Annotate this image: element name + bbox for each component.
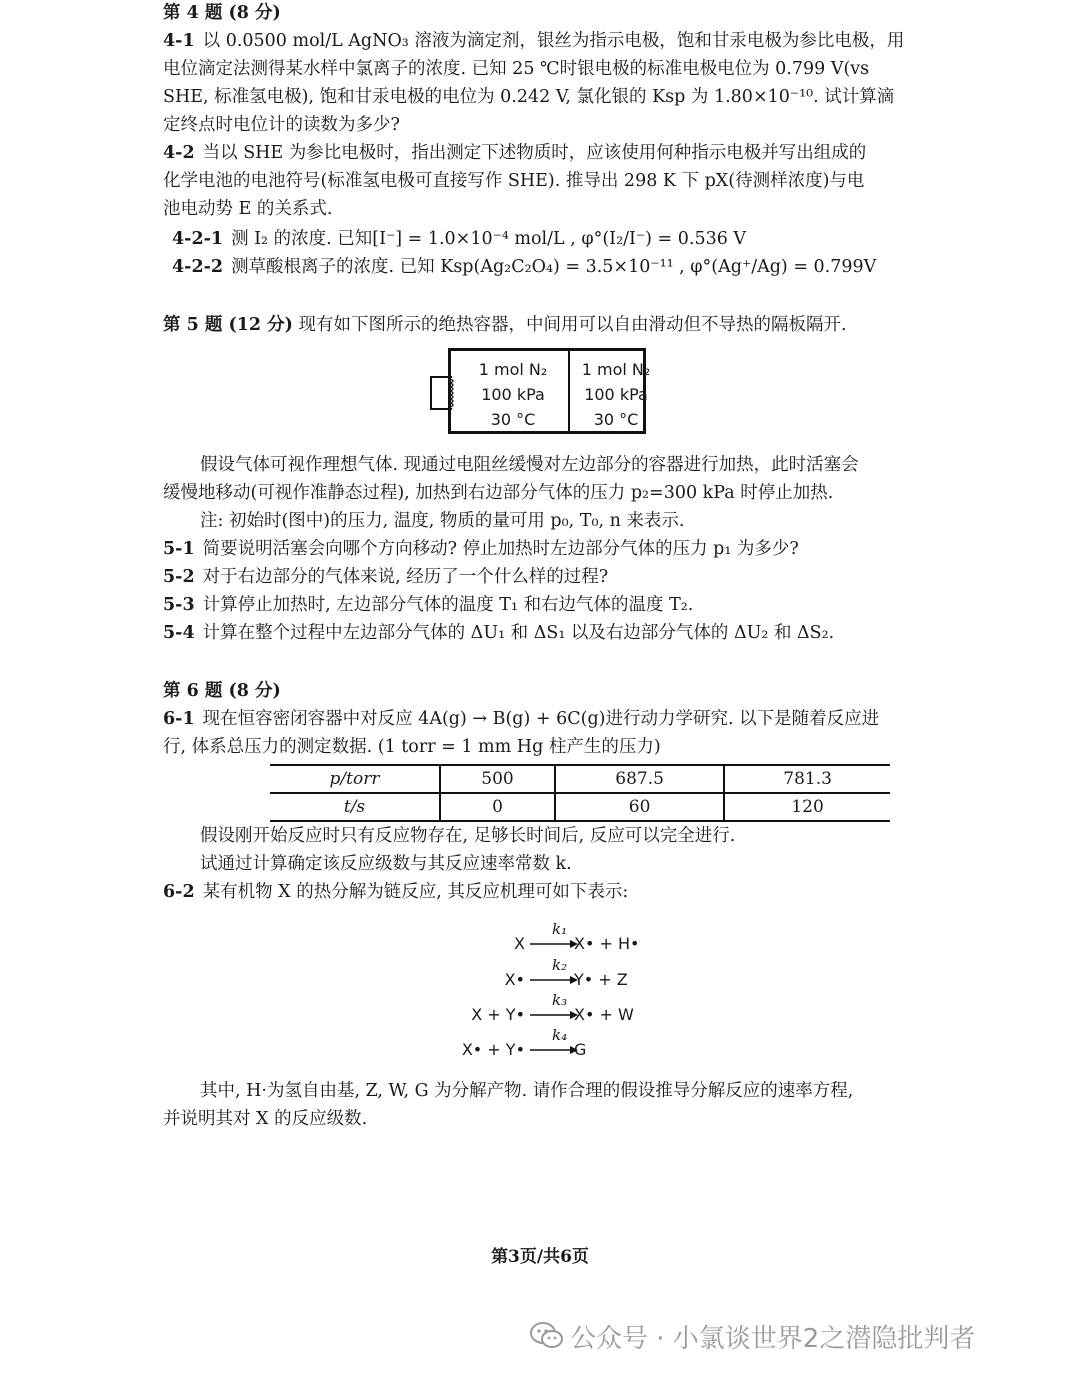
q4-2-line3: 池电动势 E 的关系式. bbox=[163, 199, 333, 219]
q4-2-label: 4-2 bbox=[163, 143, 195, 163]
q6-1-text1: 现在恒容密闭容器中对反应 4A(g) → B(g) + 6C(g)进行动力学研究. 以下是随着反应进 bbox=[202, 709, 880, 729]
q6-2-end1: 其中, H·为氢自由基, Z, W, G 为分解产物. 请作合理的假设推导分解反应的速率方程, bbox=[200, 1081, 854, 1101]
step-reactants: X• + Y• bbox=[461, 1040, 525, 1059]
page-number: 第3页/共6页 bbox=[491, 1247, 589, 1267]
wechat-icon bbox=[530, 1322, 564, 1357]
step-products: X• + W bbox=[574, 1005, 634, 1024]
q5-3-text: 计算停止加热时, 左边部分气体的温度 T₁ 和右边气体的温度 T₂. bbox=[202, 595, 694, 615]
table-cell: p/torr bbox=[270, 765, 440, 793]
table-cell: 500 bbox=[440, 765, 555, 793]
q6-2-label: 6-2 bbox=[163, 882, 195, 902]
step-products: G bbox=[574, 1040, 587, 1059]
q5-1 bbox=[163, 536, 923, 562]
q4-1-text1: 以 0.0500 mol/L AgNO₃ 溶液为滴定剂，银丝为指示电极，饱和甘汞电极为参比电极，用 bbox=[202, 31, 905, 51]
q4-2-line1 bbox=[163, 140, 923, 166]
left-gas-props bbox=[465, 357, 561, 432]
q4-1-line1 bbox=[163, 28, 923, 54]
rate-constant: k₄ bbox=[552, 1026, 568, 1044]
watermark-text: 公众号 · 小氯谈世界2之潜隐批判者 bbox=[570, 1324, 976, 1354]
q6-1-after1: 假设刚开始反应时只有反应物存在, 足够长时间后, 反应可以完全进行. bbox=[200, 826, 736, 846]
step-reactants: X• bbox=[504, 970, 525, 989]
q5-4-text: 计算在整个过程中左边部分气体的 ΔU₁ 和 ΔS₁ 以及右边部分气体的 ΔU₂ 和 ΔS₂. bbox=[202, 623, 835, 643]
rate-constant: k₁ bbox=[552, 920, 568, 938]
q4-2-2 bbox=[172, 254, 932, 280]
q6-1-after2: 试通过计算确定该反应级数与其反应速率常数 k. bbox=[200, 854, 572, 874]
q5-1-label: 5-1 bbox=[163, 539, 195, 559]
q6-heading: 第 6 题 (8 分) bbox=[163, 681, 281, 701]
table-cell: t/s bbox=[270, 793, 440, 821]
q5-2-text: 对于右边部分的气体来说, 经历了一个什么样的过程? bbox=[202, 567, 609, 587]
right-amount: 1 mol N₂ bbox=[581, 360, 651, 379]
q4-heading: 第 4 题 (8 分) bbox=[163, 3, 281, 23]
q5-heading-line bbox=[163, 312, 923, 338]
q5-intro: 现有如下图所示的绝热容器，中间用可以自由滑动但不导热的隔板隔开. bbox=[298, 315, 847, 335]
mechanism-step bbox=[430, 922, 690, 952]
q5-1-text: 简要说明活塞会向哪个方向移动? 停止加热时左边部分气体的压力 p₁ 为多少? bbox=[202, 539, 799, 559]
q5-2-label: 5-2 bbox=[163, 567, 195, 587]
watermark bbox=[530, 1318, 975, 1357]
table-row bbox=[270, 793, 890, 821]
step-reactants: X + Y• bbox=[471, 1005, 525, 1024]
step-products: X• + H• bbox=[574, 934, 640, 953]
q4-1-line2: 电位滴定法测得某水样中氯离子的浓度. 已知 25 ℃时银电极的标准电极电位为 0.799 V(vs bbox=[163, 59, 870, 79]
right-temperature: 30 °C bbox=[593, 410, 639, 429]
right-gas-props bbox=[568, 357, 664, 432]
q4-2-line2: 化学电池的电池符号(标准氢电极可直接写作 SHE). 推导出 298 K 下 pX(待测样浓度)与电 bbox=[163, 171, 865, 191]
table-row bbox=[270, 765, 890, 793]
table-cell: 781.3 bbox=[724, 765, 890, 793]
q5-para1: 假设气体可视作理想气体. 现通过电阻丝缓慢对左边部分的容器进行加热，此时活塞会 bbox=[200, 455, 859, 475]
q4-1-line3: SHE, 标准氢电极), 饱和甘汞电极的电位为 0.242 V, 氯化银的 Ksp 为 1.80×10⁻¹⁰. 试计算滴 bbox=[163, 87, 895, 107]
q4-2-text1: 当以 SHE 为参比电极时，指出测定下述物质时，应该使用何种指示电极并写出组成的 bbox=[202, 143, 867, 163]
q6-2-end2: 并说明其对 X 的反应级数. bbox=[163, 1109, 368, 1129]
q5-2 bbox=[163, 564, 923, 590]
table-cell: 687.5 bbox=[555, 765, 724, 793]
table-cell: 120 bbox=[724, 793, 890, 821]
q5-note: 注: 初始时(图中)的压力, 温度, 物质的量可用 p₀, T₀, n 来表示. bbox=[200, 511, 685, 531]
pressure-time-table bbox=[270, 764, 890, 822]
mechanism-step bbox=[430, 1028, 690, 1058]
step-reactants: X bbox=[514, 934, 525, 953]
table-cell: 60 bbox=[555, 793, 724, 821]
left-temperature: 30 °C bbox=[490, 410, 536, 429]
q6-1-label: 6-1 bbox=[163, 709, 195, 729]
step-products: Y• + Z bbox=[574, 970, 628, 989]
left-amount: 1 mol N₂ bbox=[478, 360, 548, 379]
rate-constant: k₂ bbox=[552, 956, 568, 974]
q5-4-label: 5-4 bbox=[163, 623, 195, 643]
q4-2-2-label: 4-2-2 bbox=[172, 257, 224, 277]
mechanism-step bbox=[430, 993, 690, 1023]
left-pressure: 100 kPa bbox=[481, 385, 545, 404]
table-cell: 0 bbox=[440, 793, 555, 821]
q5-3-label: 5-3 bbox=[163, 595, 195, 615]
q4-2-1-label: 4-2-1 bbox=[172, 229, 224, 249]
q5-4 bbox=[163, 620, 923, 646]
q4-2-1-text: 测 I₂ 的浓度. 已知[I⁻] = 1.0×10⁻⁴ mol/L , φ°(I₂/I⁻) = 0.536 V bbox=[231, 229, 747, 249]
mechanism-step bbox=[430, 958, 690, 988]
right-pressure: 100 kPa bbox=[584, 385, 648, 404]
q6-1-line2: 行, 体系总压力的测定数据. (1 torr = 1 mm Hg 柱产生的压力) bbox=[163, 737, 661, 757]
q4-1-line4: 定终点时电位计的读数为多少? bbox=[163, 115, 400, 135]
q4-2-1 bbox=[172, 226, 932, 252]
q4-2-2-text: 测草酸根离子的浓度. 已知 Ksp(Ag₂C₂O₄) = 3.5×10⁻¹¹ , φ°(Ag⁺/Ag) = 0.799V bbox=[231, 257, 877, 277]
q6-1-line1 bbox=[163, 706, 923, 732]
rate-constant: k₃ bbox=[552, 991, 568, 1009]
container-box bbox=[448, 348, 651, 434]
q6-2-text: 某有机物 X 的热分解为链反应, 其反应机理可如下表示: bbox=[202, 882, 629, 902]
q6-2 bbox=[163, 879, 923, 905]
q4-1-label: 4-1 bbox=[163, 31, 195, 51]
q5-heading: 第 5 题 (12 分) bbox=[163, 315, 293, 335]
q5-3 bbox=[163, 592, 923, 618]
q5-para2: 缓慢地移动(可视作准静态过程), 加热到右边部分气体的压力 p₂=300 kPa 时停止加热. bbox=[163, 483, 834, 503]
container-diagram bbox=[430, 348, 650, 440]
